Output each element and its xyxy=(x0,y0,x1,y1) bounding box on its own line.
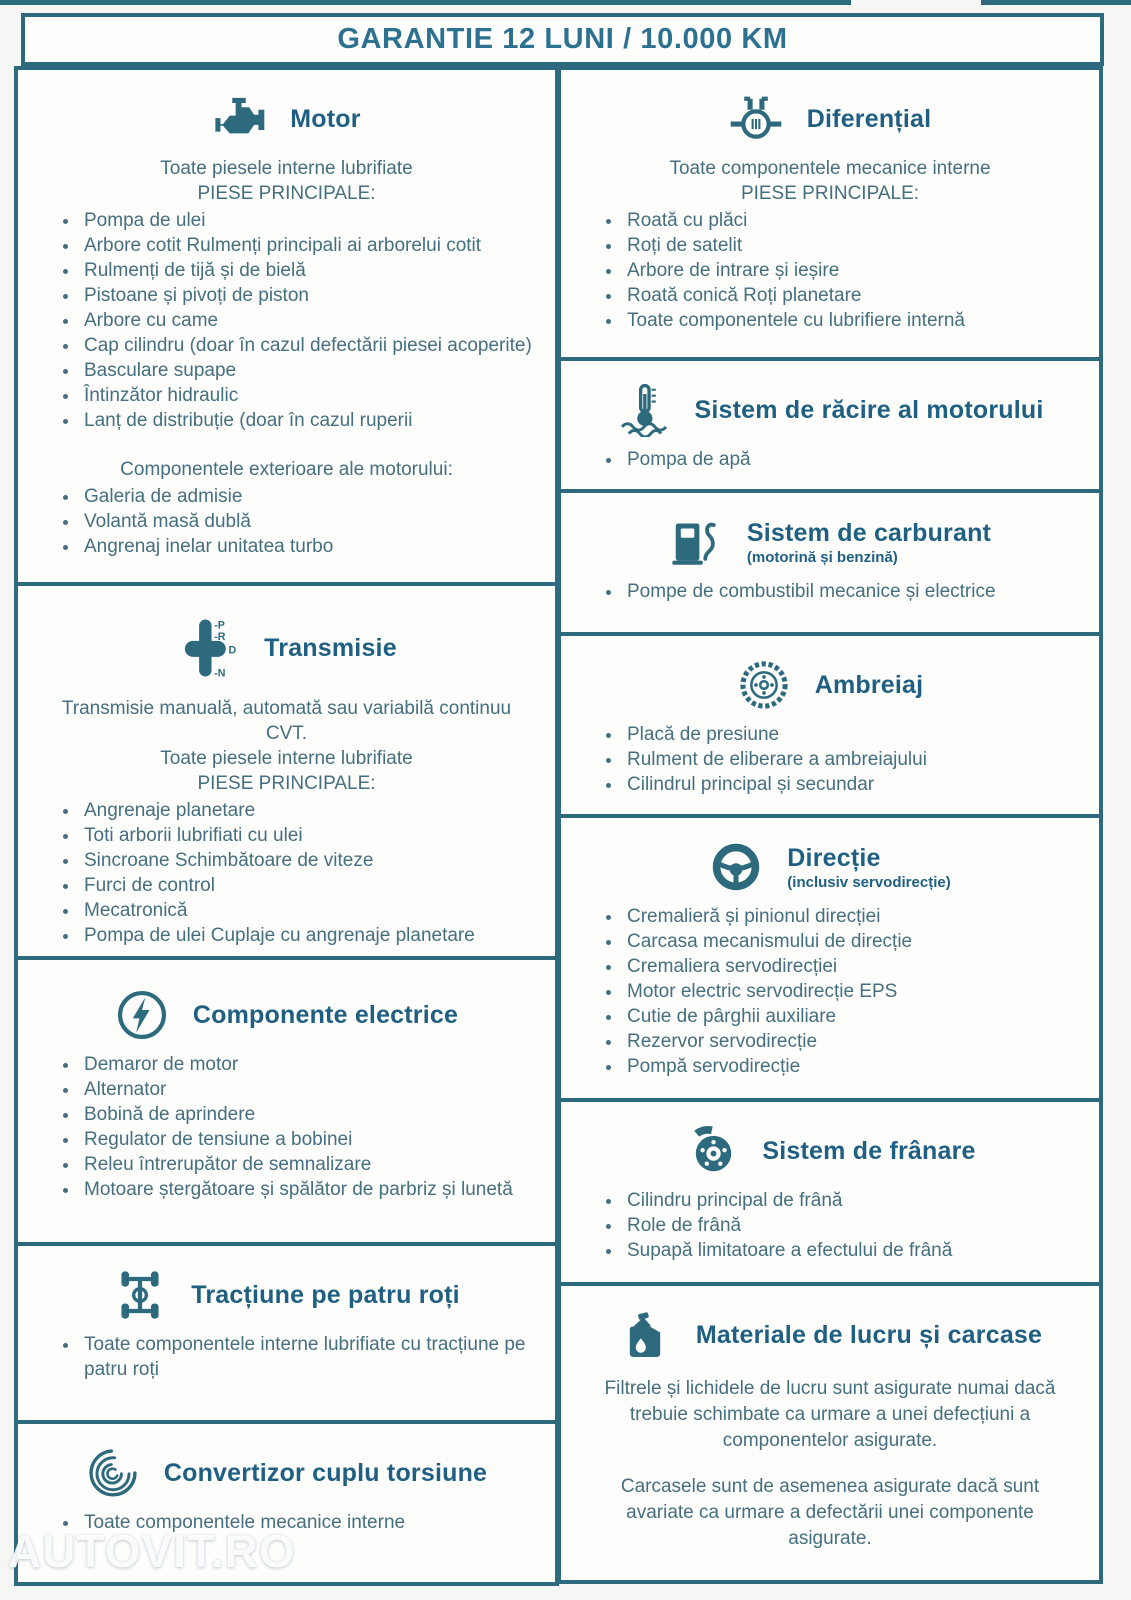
list-item: • Cap cilindru (doar în cazul defectării piesei acoperite) xyxy=(80,333,555,358)
list-item: • Motoare ștergătoare și spălător de parbriz și lunetă xyxy=(80,1177,555,1202)
page-title-box xyxy=(21,13,1104,66)
section-title: Componente electrice xyxy=(192,1000,459,1029)
clutch-disc-icon xyxy=(737,658,791,712)
intro-line: Toate piesele interne lubrifiate xyxy=(160,748,413,769)
section-componente-electrice xyxy=(14,956,559,1246)
list-item: • Roți de satelit xyxy=(623,233,1099,258)
section-sistem-franare xyxy=(557,1098,1103,1286)
intro-line: Transmisie manuală, automată sau variabilă continuu xyxy=(61,698,512,719)
section-header xyxy=(561,1124,1099,1178)
parts-list xyxy=(561,1188,1099,1263)
list-item: • Întinzător hidraulic xyxy=(80,383,555,408)
section-tractiune-pe-patru-roti xyxy=(14,1242,559,1424)
list-item: • Cilindru principal de frână xyxy=(623,1188,1099,1213)
list-item: • Roată conică Roți planetare xyxy=(623,283,1099,308)
note-paragraph: Carcasele sunt de asemenea asigurate dacă sunt avariate ca urmare a defectării unei componente asigurate. xyxy=(620,1476,1040,1549)
parts-list xyxy=(561,208,1099,333)
list-item: • Carcasa mecanismului de direcție xyxy=(623,929,1099,954)
list-item: • Toate componentele cu lubrifiere internă xyxy=(623,308,1099,333)
section-subtitle: (motorină și benzină) xyxy=(746,548,898,566)
intro-line: PIESE PRINCIPALE: xyxy=(197,183,376,204)
section-header xyxy=(561,92,1099,146)
list-item: • Sincroane Schimbătoare de viteze xyxy=(80,848,555,873)
intro-line: PIESE PRINCIPALE: xyxy=(740,183,920,204)
list-item: • Supapă limitatoare a efectului de frână xyxy=(623,1238,1099,1263)
section-header xyxy=(18,1446,555,1500)
list-item: • Arbore cotit Rulmenți principali ai arborelui cotit xyxy=(80,233,555,258)
list-item: • Pompă servodirecție xyxy=(623,1054,1099,1079)
intro-line: Toate componentele mecanice interne xyxy=(669,158,991,179)
list-item: • Angrenaj inelar unitatea turbo xyxy=(80,534,555,559)
parts-list xyxy=(561,579,1099,604)
list-item: • Cutie de pârghii auxiliare xyxy=(623,1004,1099,1029)
oil-can-icon xyxy=(618,1308,672,1362)
list-item: • Pompa de apă xyxy=(623,447,1099,472)
left-column xyxy=(14,66,559,1586)
list-item: • Basculare supape xyxy=(80,358,555,383)
parts-list xyxy=(561,722,1099,797)
list-item: • Regulator de tensiune a bobinei xyxy=(80,1127,555,1152)
list-item: • Rulment de eliberare a ambreiajului xyxy=(623,747,1099,772)
parts-list xyxy=(561,447,1099,472)
section-title: Sistem de răcire al motorului xyxy=(694,395,1044,424)
section-title: Tracțiune pe patru roți xyxy=(191,1280,460,1309)
section-transmisie xyxy=(14,582,559,960)
torque-converter-icon xyxy=(86,1446,140,1500)
list-item: • Bobină de aprindere xyxy=(80,1102,555,1127)
list-item: • Placă de presiune xyxy=(623,722,1099,747)
list-item: • Mecatronică xyxy=(80,898,555,923)
list-item: • Cremalieră și pinionul direcției xyxy=(623,904,1099,929)
list-item: • Furci de control xyxy=(80,873,555,898)
section-header xyxy=(18,988,555,1042)
right-column xyxy=(557,66,1103,1584)
gear-shifter-icon xyxy=(176,616,240,680)
list-item: • Lanț de distribuție (doar în cazul ruperii xyxy=(80,408,555,433)
list-item: • Role de frână xyxy=(623,1213,1099,1238)
section-materiale-lucru-carcase xyxy=(557,1282,1103,1584)
intro-line: PIESE PRINCIPALE: xyxy=(197,773,376,794)
section-title: Ambreiaj xyxy=(814,670,924,699)
section-sistem-racire xyxy=(557,357,1103,493)
svg-text:-N: -N xyxy=(214,667,226,680)
section-title: Diferențial xyxy=(806,104,932,133)
list-item: • Rezervor servodirecție xyxy=(623,1029,1099,1054)
section-header xyxy=(561,515,1099,569)
list-item: • Demaror de motor xyxy=(80,1052,555,1077)
section-motor xyxy=(14,66,559,586)
parts-list xyxy=(18,208,555,433)
list-item: • Pompa de ulei Cuplaje cu angrenaje planetare xyxy=(80,923,555,948)
intro-line: CVT. xyxy=(265,723,308,744)
four-wheel-drive-icon xyxy=(113,1268,167,1322)
section-title: Transmisie xyxy=(264,633,397,662)
section-header xyxy=(18,616,555,680)
intro-line: Toate piesele interne lubrifiate xyxy=(160,158,413,179)
section-header xyxy=(18,1268,555,1322)
engine-icon xyxy=(212,92,266,146)
differential-icon xyxy=(729,92,783,146)
list-item: • Toate componentele interne lubrifiate cu tracțiune pe patru roți xyxy=(80,1332,555,1382)
section-header xyxy=(561,383,1099,437)
list-item: • Pistoane și pivoți de piston xyxy=(80,283,555,308)
parts-list xyxy=(561,904,1099,1079)
note-paragraph: Filtrele și lichidele de lucru sunt asigurate numai dacă trebuie schimbate ca urmare a unei defecțiuni a componentelor asigurate. xyxy=(604,1378,1056,1451)
section-diferential xyxy=(557,66,1103,361)
section-header xyxy=(561,840,1099,894)
top-border-strip-left xyxy=(0,0,851,5)
section-title: Direcție xyxy=(787,843,881,872)
section-title: Materiale de lucru și carcase xyxy=(695,1320,1043,1349)
list-item: • Pompe de combustibil mecanice și electrice xyxy=(623,579,1099,604)
list-item: • Releu întrerupător de semnalizare xyxy=(80,1152,555,1177)
list-item: • Roată cu plăci xyxy=(623,208,1099,233)
section-subtitle: (inclusiv servodirecție) xyxy=(787,873,951,891)
parts-list xyxy=(18,484,555,559)
section-title: Sistem de carburant xyxy=(746,518,992,547)
page-title: GARANTIE 12 LUNI / 10.000 KM xyxy=(337,23,788,55)
parts-list xyxy=(18,798,555,948)
steering-wheel-icon xyxy=(709,840,763,894)
list-item: • Toti arborii lubrifiati cu ulei xyxy=(80,823,555,848)
section-title: Sistem de frânare xyxy=(762,1136,976,1165)
list-item: • Cilindrul principal și secundar xyxy=(623,772,1099,797)
section-title: Convertizor cuplu torsiune xyxy=(163,1458,488,1487)
section-title: Motor xyxy=(290,104,361,133)
section-header xyxy=(561,1308,1099,1362)
list-item: • Volantă masă dublă xyxy=(80,509,555,534)
section-ambreiaj xyxy=(557,632,1103,818)
brake-disc-icon xyxy=(684,1124,738,1178)
list-item: • Rulmenți de tijă și de bielă xyxy=(80,258,555,283)
fuel-pump-icon xyxy=(669,515,723,569)
list-item: • Angrenaje planetare xyxy=(80,798,555,823)
section-sistem-carburant xyxy=(557,489,1103,636)
svg-text:-P: -P xyxy=(214,619,226,632)
list-item: • Galeria de admisie xyxy=(80,484,555,509)
thermometer-waves-icon xyxy=(617,383,671,437)
parts-list xyxy=(18,1052,555,1202)
list-item: • Arbore cu came xyxy=(80,308,555,333)
top-border-strip-right xyxy=(981,0,1131,5)
svg-text:D: D xyxy=(228,644,237,657)
svg-text:-R: -R xyxy=(214,631,226,643)
section-header xyxy=(561,658,1099,712)
group-heading: Componentele exterioare ale motorului: xyxy=(120,459,453,480)
list-item: • Alternator xyxy=(80,1077,555,1102)
list-item: • Arbore de intrare și ieșire xyxy=(623,258,1099,283)
watermark-logo: AUTOVIT.RO xyxy=(8,1525,296,1577)
list-item: • Motor electric servodirecție EPS xyxy=(623,979,1099,1004)
list-item: • Toate componentele mecanice interne xyxy=(80,1510,555,1535)
list-item: • Pompa de ulei xyxy=(80,208,555,233)
section-directie xyxy=(557,814,1103,1102)
lightning-circle-icon xyxy=(115,988,169,1042)
list-item: • Cremaliera servodirecției xyxy=(623,954,1099,979)
section-header xyxy=(18,92,555,146)
parts-list xyxy=(18,1332,555,1382)
